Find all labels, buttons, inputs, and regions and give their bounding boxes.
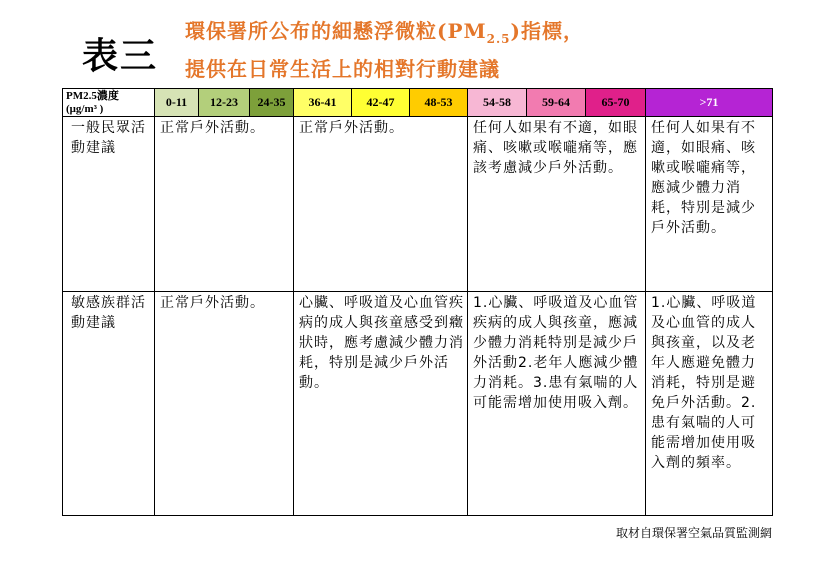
subtitle-line-1: 環保署所公布的細懸浮微粒$(PM_{2.5})$指標，	[185, 19, 584, 46]
range-over-71: >71	[646, 89, 773, 117]
cell-sensitive-red: 1.心臟、呼吸道及心血管疾病的成人與孩童，應減少體力消耗特別是減少戶外活動2.老年人應減少體力消耗。3.患有氣喘的人可能需增加使用吸入劑。	[468, 292, 646, 516]
header-row	[63, 89, 773, 117]
subtitle-line-2: 提供在日常生活上的相對行動建議	[185, 57, 500, 81]
cell-sensitive-purple: 1.心臟、呼吸道及心血管的成人與孩童，以及老年人應避免體力消耗，特別是避免戶外活動。2.患有氣喘的人可能需增加使用吸入劑的頻率。	[646, 292, 773, 516]
row-label-general: 一般民眾活動建議	[63, 117, 155, 292]
range-42-47: 42-47	[352, 89, 410, 117]
cell-sensitive-yellow: 心臟、呼吸道及心血管疾病的成人與孩童感受到癥狀時，應考慮減少體力消耗，特別是減少戶外活動。	[294, 292, 468, 516]
source-note: 取材自環保署空氣品質監測網	[615, 526, 772, 540]
range-0-11: 0-11	[155, 89, 199, 117]
range-24-35: 24-35	[250, 89, 294, 117]
cell-general-red: 任何人如果有不適，如眼痛、咳嗽或喉嚨痛等，應該考慮減少戶外活動。	[468, 117, 646, 292]
range-59-64: 59-64	[527, 89, 586, 117]
range-48-53: 48-53	[410, 89, 468, 117]
cell-general-green: 正常戶外活動。	[155, 117, 294, 292]
concentration-header: PM2.5濃度 (μg/m³ )	[63, 89, 155, 117]
table-number-title: 表三	[82, 35, 159, 77]
row-label-sensitive: 敏感族群活動建議	[63, 292, 155, 516]
pm25-advice-table	[62, 88, 773, 516]
range-65-70: 65-70	[586, 89, 646, 117]
cell-sensitive-green: 正常戶外活動。	[155, 292, 294, 516]
range-12-23: 12-23	[199, 89, 250, 117]
range-54-58: 54-58	[468, 89, 527, 117]
subtitle	[185, 16, 584, 84]
cell-general-yellow: 正常戶外活動。	[294, 117, 468, 292]
range-36-41: 36-41	[294, 89, 352, 117]
table-row-sensitive-groups	[63, 292, 773, 516]
table-row-general-public	[63, 117, 773, 292]
cell-general-purple: 任何人如果有不適，如眼痛、咳嗽或喉嚨痛等，應減少體力消耗，特別是減少戶外活動。	[646, 117, 773, 292]
